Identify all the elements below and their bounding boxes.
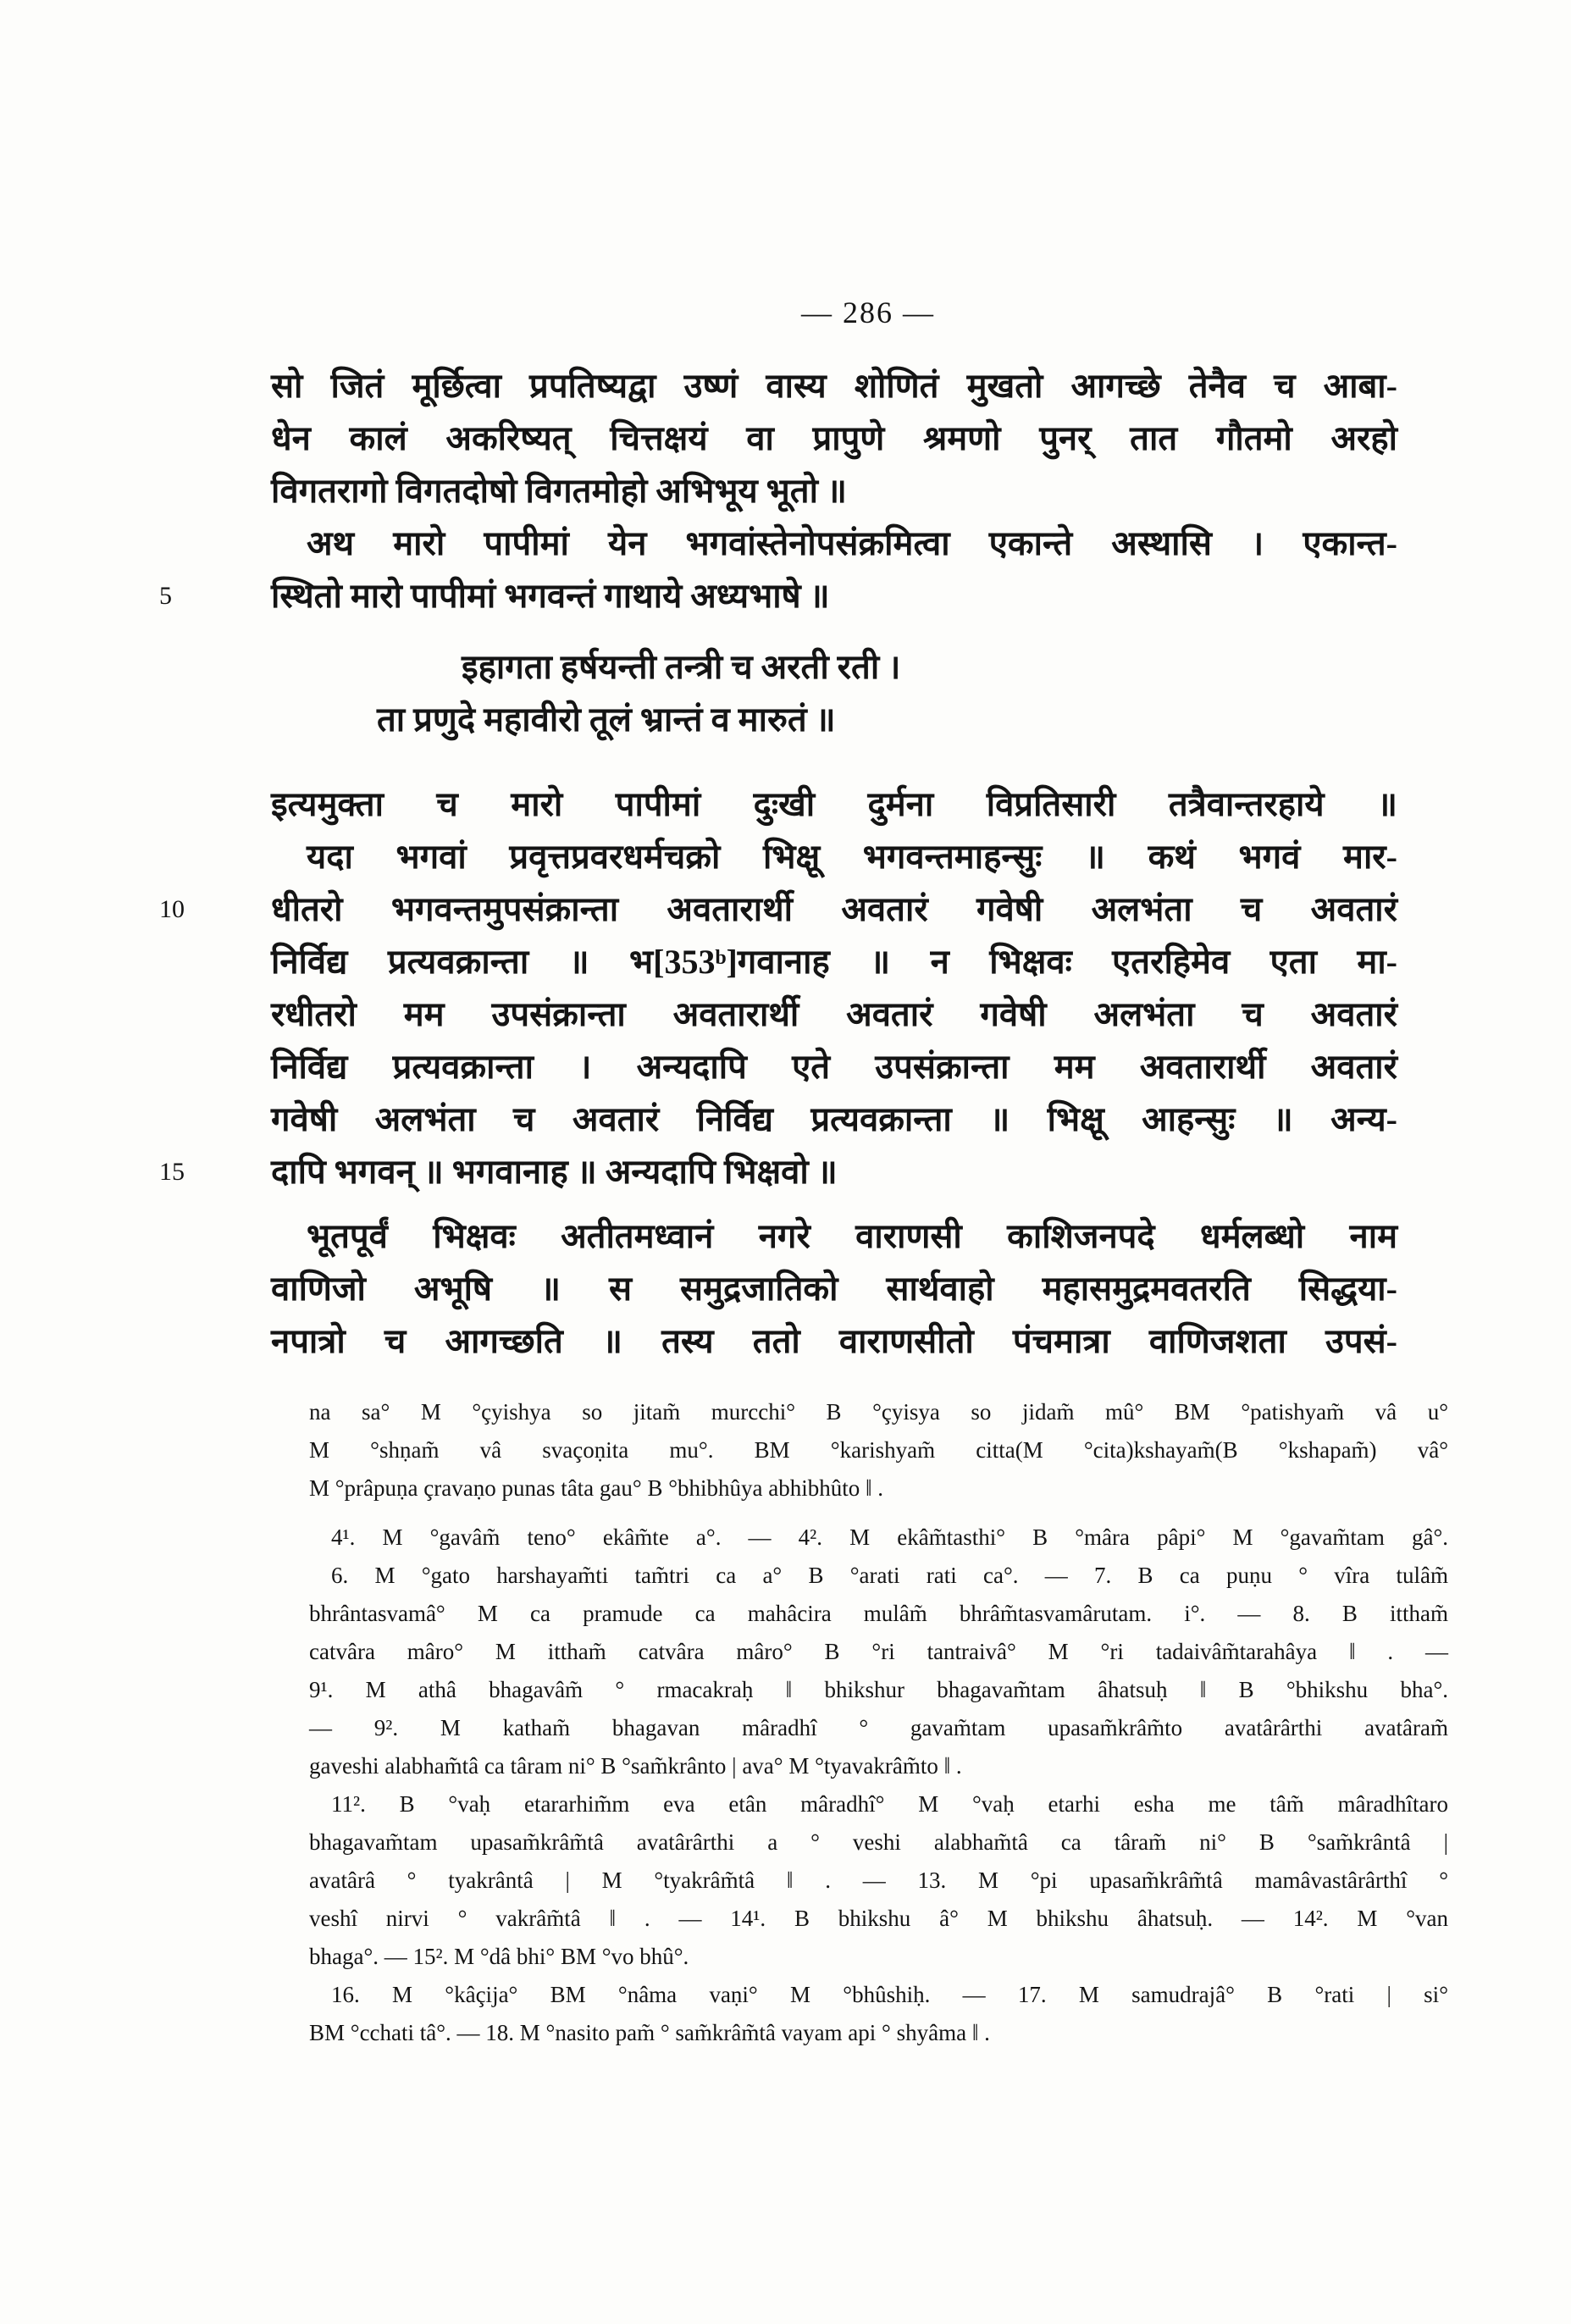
- main-text-line: [271, 1263, 1397, 1315]
- apparatus-line: [309, 1709, 1448, 1747]
- main-text-line: [271, 936, 1397, 988]
- line-text: इहागता हर्षयन्ती तन्त्री च अरती रती ।: [462, 648, 901, 686]
- critical-apparatus: [309, 1393, 1448, 2052]
- line-text: विगतरागो विगतदोषो विगतमोहो अभिभूय भूतो ॥: [271, 472, 847, 510]
- main-text-line: [271, 778, 1397, 831]
- main-text-line: [271, 412, 1397, 465]
- line-text: na sa° M °çyishya so jitam̃ murcchi° B °çyisya so jidam̃ mû° BM °patishyam̃ vâ u°: [309, 1399, 1448, 1425]
- line-text: BM °cchati tâ°. — 18. M °nasito pam̃ ° sam̃krâm̃tâ vayam api ° shyâma ‖ .: [309, 2020, 990, 2045]
- main-text-line: [159, 883, 1397, 936]
- page-number: — 286 —: [801, 296, 935, 329]
- apparatus-line: [309, 2014, 1448, 2052]
- line-text: निर्विद्य प्रत्यवक्रान्ता ॥ भ[353ᵇ]गवानाह ॥ न भिक्षवः एतरहिमेव एता मा-: [271, 943, 1397, 981]
- line-text: रधीतरो मम उपसंक्रान्ता अवतारार्थी अवतारं गवेषी अलभंता च अवतारं: [271, 995, 1397, 1033]
- apparatus-line: [309, 1469, 1448, 1508]
- line-text: avatârâ ° tyakrântâ | M °tyakrâm̃tâ ‖ . — 13. M °pi upasam̃krâm̃tâ mamâvastârârthî °: [309, 1868, 1448, 1893]
- main-text-line: [271, 517, 1397, 570]
- line-text: दापि भगवन् ॥ भगवानाह ॥ अन्यदापि भिक्षवो ॥: [271, 1153, 838, 1191]
- line-text: bhagavam̃tam upasam̃krâm̃tâ avatârârthi a ° veshi alabham̃tâ ca târam̃ ni° B °sam̃krântâ |: [309, 1829, 1448, 1855]
- line-text: veshî nirvi ° vakrâm̃tâ ‖ . — 14¹. B bhikshu â° M bhikshu âhatsuḥ. — 14². M °van: [309, 1906, 1448, 1931]
- line-text: catvâra mâro° M ittham̃ catvâra mâro° B °ri tantraivâ° M °ri tadaivâm̃tarahâya ‖ . —: [309, 1639, 1448, 1664]
- apparatus-line: [309, 1862, 1448, 1900]
- line-text: 9¹. M athâ bhagavâm̃ ° rmacakraḥ ‖ bhikshur bhagavam̃tam âhatsuḥ ‖ B °bhikshu bha°.: [309, 1677, 1448, 1702]
- main-text-line: [271, 1210, 1397, 1263]
- line-number-marker: 15: [159, 1158, 185, 1186]
- apparatus-line: [309, 1900, 1448, 1938]
- line-text: गवेषी अलभंता च अवतारं निर्विद्य प्रत्यवक्रान्ता ॥ भिक्षू आहन्सुः ॥ अन्य-: [271, 1100, 1397, 1138]
- apparatus-line: [309, 1823, 1448, 1862]
- main-text-line: [271, 988, 1397, 1041]
- apparatus-line: [309, 1633, 1448, 1671]
- line-text: स्थितो मारो पापीमां भगवन्तं गाथाये अध्यभाषे ॥: [271, 577, 830, 615]
- main-text-line: [271, 360, 1397, 412]
- line-text: धेन कालं अकरिष्यत् चित्तक्षयं वा प्रापुणे श्रमणो पुनर् तात गौतमो अरहो: [271, 419, 1397, 457]
- main-text-block: [159, 360, 1397, 1368]
- line-text: — 9². M katham̃ bhagavan mâradhî ° gavam̃tam upasam̃krâm̃to avatârârthi avatâram̃: [309, 1715, 1448, 1740]
- line-text: निर्विद्य प्रत्यवक्रान्ता । अन्यदापि एते उपसंक्रान्ता मम अवतारार्थी अवतारं: [271, 1048, 1397, 1086]
- main-text-line: [271, 465, 1397, 517]
- line-text: bhaga°. — 15². M °dâ bhi° BM °vo bhû°.: [309, 1944, 689, 1969]
- line-number-marker: 5: [159, 582, 172, 610]
- main-text-line: [271, 831, 1397, 883]
- apparatus-line: [309, 1747, 1448, 1785]
- line-text: ता प्रणुदे महावीरो तूलं भ्रान्तं व मारुतं ॥: [377, 700, 836, 739]
- line-text: 6. M °gato harshayam̃ti tam̃tri ca a° B °arati rati ca°. — 7. B ca puṇu ° vîra tulâm̃: [331, 1563, 1448, 1588]
- line-text: 11². B °vaḥ etararhim̃m eva etân mâradhî° M °vaḥ etarhi esha me tâm̃ mâradhîtaro: [331, 1791, 1448, 1817]
- main-text-line: [271, 1041, 1397, 1093]
- line-text: gaveshi alabham̃tâ ca târam ni° B °sam̃krânto | ava° M °tyavakrâm̃to ‖ .: [309, 1753, 962, 1779]
- apparatus-line: [309, 1393, 1448, 1431]
- main-text-line: [271, 1315, 1397, 1368]
- verse-line: [271, 641, 1397, 694]
- line-text: नपात्रो च आगच्छति ॥ तस्य ततो वाराणसीतो पंचमात्रा वाणिजशता उपसं-: [271, 1322, 1397, 1360]
- line-text: 4¹. M °gavâm̃ teno° ekâm̃te a°. — 4². M ekâm̃tasthi° B °mâra pâpi° M °gavam̃tam gâ°.: [331, 1524, 1448, 1550]
- line-text: भूतपूर्वं भिक्षवः अतीतमध्वानं नगरे वाराणसी काशिजनपदे धर्मलब्धो नाम: [307, 1217, 1397, 1255]
- verse-line: [271, 694, 1397, 746]
- apparatus-line: [309, 1557, 1448, 1595]
- line-text: वाणिजो अभूषि ॥ स समुद्रजातिको सार्थवाहो महासमुद्रमवतरति सिद्धया-: [271, 1270, 1397, 1308]
- line-text: यदा भगवां प्रवृत्तप्रवरधर्मचक्रो भिक्षू भगवन्तमाहन्सुः ॥ कथं भगवं मार-: [307, 838, 1397, 876]
- line-text: सो जितं मूर्छित्वा प्रपतिष्यद्वा उष्णं वास्य शोणितं मुखतो आगच्छे तेनैव च आबा-: [271, 367, 1397, 405]
- line-text: धीतरो भगवन्तमुपसंक्रान्ता अवतारार्थी अवतारं गवेषी अलभंता च अवतारं: [271, 890, 1397, 928]
- apparatus-line: [309, 1431, 1448, 1469]
- line-text: M °prâpuṇa çravaṇo punas tâta gau° B °bhibhûya abhibhûto ‖ .: [309, 1475, 884, 1501]
- apparatus-line: [309, 1671, 1448, 1709]
- apparatus-line: [309, 1785, 1448, 1823]
- apparatus-line: [309, 1976, 1448, 2014]
- main-text-line: [159, 570, 1397, 622]
- apparatus-line: [309, 1938, 1448, 1976]
- line-number-marker: 10: [159, 895, 185, 923]
- line-text: M °shṇam̃ vâ svaçoṇita mu°. BM °karishyam̃ citta(M °cita)kshayam̃(B °kshapam̃) vâ°: [309, 1437, 1448, 1463]
- line-text: bhrântasvamâ° M ca pramude ca mahâcira mulâm̃ bhrâm̃tasvamârutam. i°. — 8. B ittham̃: [309, 1601, 1448, 1626]
- main-text-line: [159, 1146, 1397, 1198]
- line-text: अथ मारो पापीमां येन भगवांस्तेनोपसंक्रमित्वा एकान्ते अस्थासि । एकान्त-: [307, 524, 1397, 562]
- main-text-line: [271, 1093, 1397, 1146]
- apparatus-line: [309, 1595, 1448, 1633]
- line-text: इत्यमुक्ता च मारो पापीमां दुःखी दुर्मना विप्रतिसारी तत्रैवान्तरहाये ॥: [271, 785, 1397, 823]
- apparatus-line: [309, 1519, 1448, 1557]
- line-text: 16. M °kâçija° BM °nâma vaṇi° M °bhûshiḥ. — 17. M samudrajâ° B °rati | si°: [331, 1982, 1448, 2007]
